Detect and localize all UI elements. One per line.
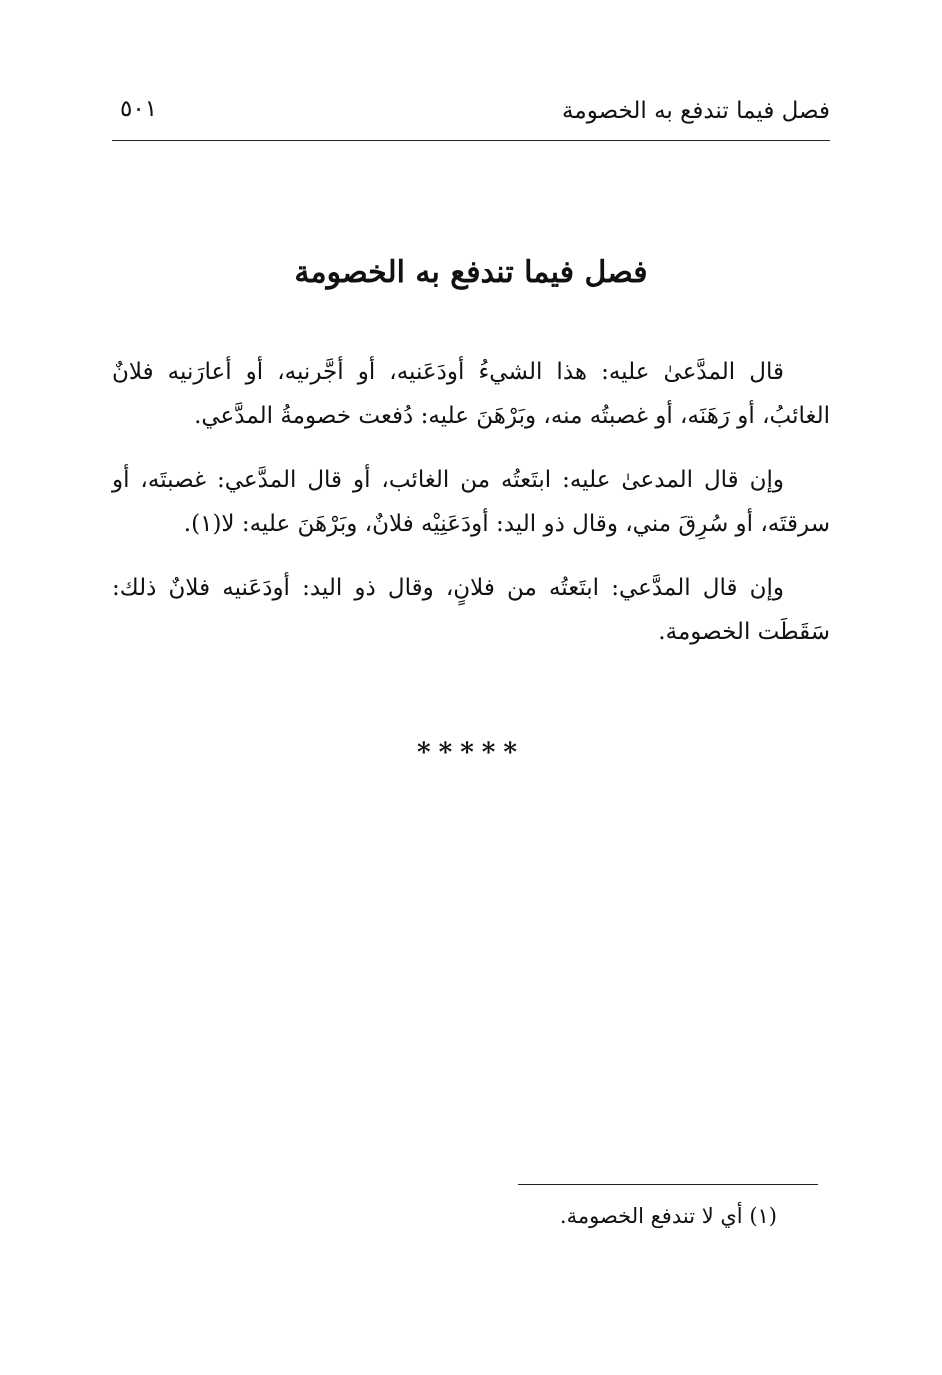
running-header-title: فصل فيما تندفع به الخصومة	[562, 98, 830, 124]
page-number: ٥٠١	[120, 96, 158, 122]
footnote: (١) أي لا تندفع الخصومة.	[559, 1204, 777, 1228]
paragraph-2: وإن قال المدعىٰ عليه: ابتَعتُه من الغائب، أو قال المدَّعي: غصبتَه، أو سرقتَه، أو سُرِقَ مني، وقال ذو اليد: أودَعَنِيْه فلانٌ، وبَرْهَنَ عليه: لا(١).	[112, 467, 830, 537]
paragraph-1: قال المدَّعىٰ عليه: هذا الشيءُ أودَعَنيه، أو أجَّرنيه، أو أعارَنيه فلانٌ الغائبُ، أو رَهَنَه، أو غصبتُه منه، وبَرْهَنَ عليه: دُفعت خصومةُ المدَّعي.	[112, 359, 830, 429]
footnote-rule	[518, 1184, 818, 1185]
body-text	[112, 350, 830, 674]
chapter-title: فصل فيما تندفع به الخصومة	[294, 255, 648, 290]
section-separator: *****	[417, 738, 525, 768]
paragraph-3: وإن قال المدَّعي: ابتَعتُه من فلانٍ، وقال ذو اليد: أودَعَنيه فلانٌ ذلك: سَقَطَت الخصومة.	[112, 575, 830, 645]
running-header	[112, 90, 830, 141]
